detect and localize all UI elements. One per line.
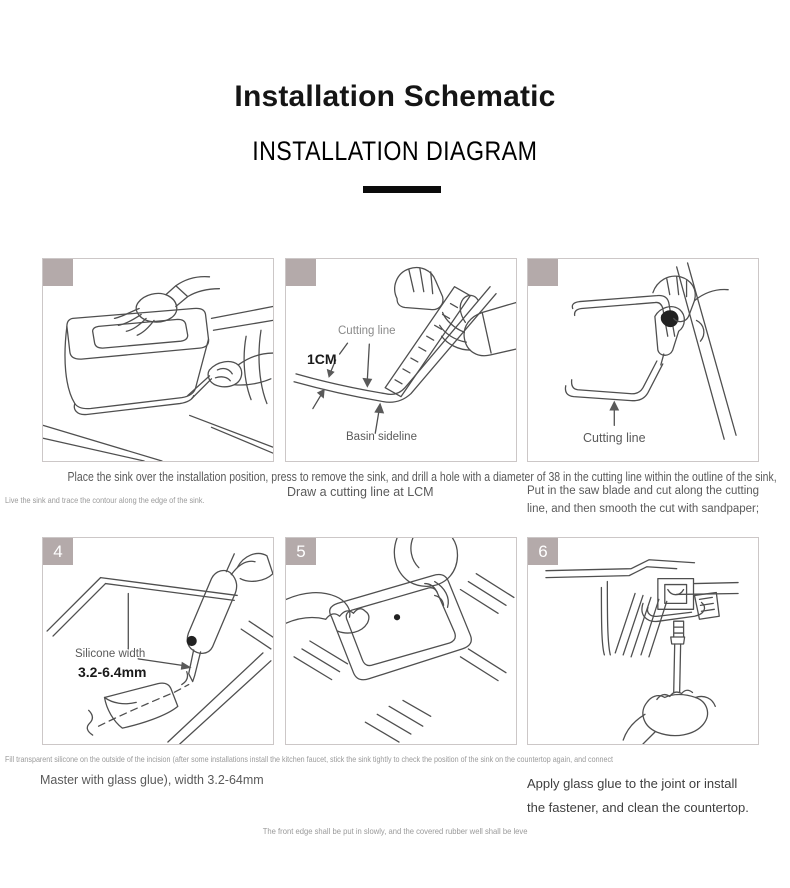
step-4-illustration-silicone-gun (43, 538, 273, 744)
step-6-badge: 6 (528, 538, 558, 565)
step-4-caption: Master with glass glue), width 3.2-64mm (40, 773, 264, 787)
page-subtitle-wrap (0, 136, 790, 167)
step-1-caption-small (5, 495, 237, 505)
step-3-caption-line2: line, and then smooth the cut with sandpaper; (527, 503, 760, 515)
step-1-illustration-sink-trace (43, 259, 273, 461)
one-cm-label: 1CM (307, 351, 337, 367)
step-2-caption: Draw a cutting line at LCM (287, 485, 434, 499)
step-6-panel (527, 537, 759, 745)
row1-main-caption-wrap (0, 468, 790, 486)
step-2-badge (286, 259, 316, 286)
step-3-caption-line1: Put in the saw blade and cut along the cutting (527, 485, 760, 497)
silicone-width-label: Silicone width (75, 648, 146, 660)
step-6-illustration-fastener-clamp (528, 538, 758, 744)
page-subtitle: INSTALLATION DIAGRAM (252, 136, 538, 166)
step-6-caption-line1: Apply glass glue to the joint or install (527, 776, 738, 791)
title-divider-bar (363, 186, 441, 193)
step-5-panel (285, 537, 517, 745)
step-1-caption-text: Live the sink and trace the contour along the edge of the sink. (5, 495, 205, 505)
step-3-panel (527, 258, 759, 462)
cutting-line-label: Cutting line (583, 431, 646, 445)
row2-caption-small-text: Fill transparent silicone on the outside of the incision (after some installations install the kitchen faucet, stick the sink tightly to check the position of the sink on the countertop again, and connect (5, 754, 614, 764)
row2-caption-small (5, 754, 729, 764)
bottom-caption: The front edge shall be put in slowly, and the covered rubber well shall be leve (262, 826, 528, 836)
silicone-range-label: 3.2-6.4mm (78, 664, 147, 680)
step-5-illustration-place-sink (286, 538, 516, 744)
step-4-panel (42, 537, 274, 745)
basin-sideline-label: Basin sideline (346, 431, 417, 443)
page-title: Installation Schematic (234, 80, 556, 113)
step-1-badge (43, 259, 73, 286)
row1-main-caption: Place the sink over the installation position, press to remove the sink, and drill a hole with a diameter of 38 in the cutting line within the outline of the sink, (67, 470, 777, 484)
cutting-line-label: Cutting line (338, 325, 396, 337)
step-2-panel (285, 258, 517, 462)
step-4-badge: 4 (43, 538, 73, 565)
bottom-caption-wrap (0, 821, 790, 839)
step-3-badge (528, 259, 558, 286)
step-1-panel (42, 258, 274, 462)
step-5-badge: 5 (286, 538, 316, 565)
step-6-caption-line2: the fastener, and clean the countertop. (527, 800, 749, 815)
